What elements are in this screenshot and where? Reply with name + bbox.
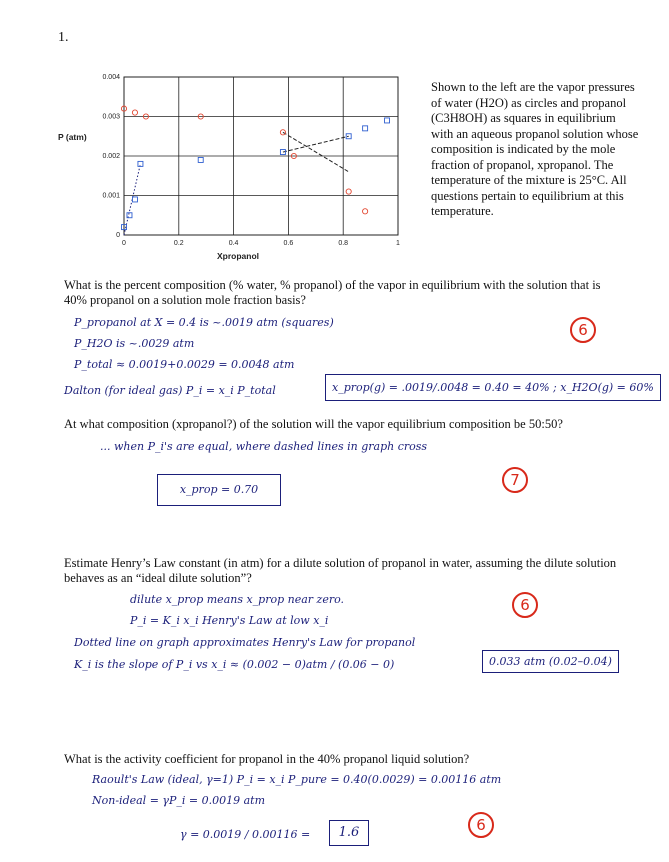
- q4-score: 6: [468, 812, 494, 838]
- q4-hand-line-1: Raoult's Law (ideal, γ=1) P_i = x_i P_pure = 0.40(0.0029) = 0.00116 atm: [92, 773, 502, 786]
- water-point: [363, 209, 368, 214]
- propanol-point: [385, 118, 390, 123]
- question-4: What is the activity coefficient for propanol in the 40% propanol liquid solution?: [64, 752, 470, 766]
- x-tick-label: 0: [122, 240, 126, 247]
- y-tick-label: 0.002: [102, 153, 120, 160]
- question-1: What is the percent composition (% water, % propanol) of the vapor in equilibrium with the solution that is 40% propanol on a solution mole fraction basis?: [64, 278, 601, 307]
- q1-answer-box: x_prop(g) = .0019/.0048 = 0.40 = 40% ; x_H2O(g) = 60%: [325, 374, 661, 401]
- q1-hand-line-3: P_total ≈ 0.0019+0.0029 = 0.0048 atm: [74, 358, 295, 371]
- propanol-point: [198, 157, 203, 162]
- question-2: At what composition (xpropanol?) of the solution will the vapor equilibrium composition be 50:50?: [64, 417, 563, 431]
- x-tick-label: 0.2: [173, 240, 184, 247]
- vapor-pressure-chart: [58, 65, 418, 265]
- q1-hand-line-1: P_propanol at X = 0.4 is ~.0019 atm (squares): [74, 316, 334, 329]
- q1-hand-line-4: Dalton (for ideal gas) P_i = x_i P_total: [64, 384, 276, 397]
- q3-answer-box: 0.033 atm (0.02–0.04): [482, 650, 619, 673]
- x-tick-label: 0.8: [338, 240, 349, 247]
- q4-hand-line-2: Non-ideal = γP_i = 0.0019 atm: [92, 794, 266, 807]
- x-tick-label: 1: [396, 240, 400, 247]
- question-3: Estimate Henry’s Law constant (in atm) for a dilute solution of propanol in water, assuming the dilute solution behaves as an “ideal dilute solution”?: [64, 556, 617, 585]
- plot-area: [102, 74, 400, 247]
- q3-hand-line-2: P_i = K_i x_i Henry's Law at low x_i: [130, 614, 329, 627]
- q3-hand-line-1: dilute x_prop means x_prop near zero.: [130, 593, 345, 606]
- y-tick-label: 0.003: [102, 113, 120, 121]
- x-tick-label: 0.4: [228, 240, 239, 247]
- q3-hand-line-4: K_i is the slope of P_i vs x_i ≈ (0.002 − 0)atm / (0.06 − 0): [74, 658, 395, 671]
- q4-hand-line-3: γ = 0.0019 / 0.00116 =: [180, 828, 311, 841]
- q2-hand-line: ... when P_i's are equal, where dashed lines in graph cross: [100, 440, 428, 453]
- y-tick-label: 0: [116, 232, 120, 239]
- q1-score: 6: [570, 317, 596, 343]
- water-point: [280, 130, 285, 135]
- propanol-point: [132, 197, 137, 202]
- q4-answer-box: 1.6: [329, 820, 369, 846]
- q1-hand-line-2: P_H2O is ~.0029 atm: [74, 337, 195, 350]
- q3-score: 6: [512, 592, 538, 618]
- water-point: [132, 110, 137, 115]
- q2-answer-box: x_prop = 0.70: [157, 474, 281, 506]
- water-point: [346, 189, 351, 194]
- propanol-dashed-line: [283, 136, 349, 152]
- x-axis-label: Xpropanol: [216, 251, 260, 261]
- q2-score: 7: [502, 467, 528, 493]
- q3-hand-line-3: Dotted line on graph approximates Henry's Law for propanol: [74, 636, 416, 649]
- y-axis-label: P (atm): [58, 132, 87, 142]
- y-tick-label: 0.004: [102, 74, 120, 81]
- x-tick-label: 0.6: [283, 240, 294, 247]
- y-tick-label: 0.001: [102, 192, 120, 200]
- propanol-point: [363, 126, 368, 131]
- question-number: 1.: [58, 30, 69, 45]
- description: Shown to the left are the vapor pressures of water (H2O) as circles and propanol (C3H8OH) as squares in equilibrium with an aqueous propanol solution whose composition is indicated by the mole fraction of propanol, xpropanol. The temperature of the mixture is 25°C. All questions pertain to equilibrium at this temperature.: [431, 80, 639, 218]
